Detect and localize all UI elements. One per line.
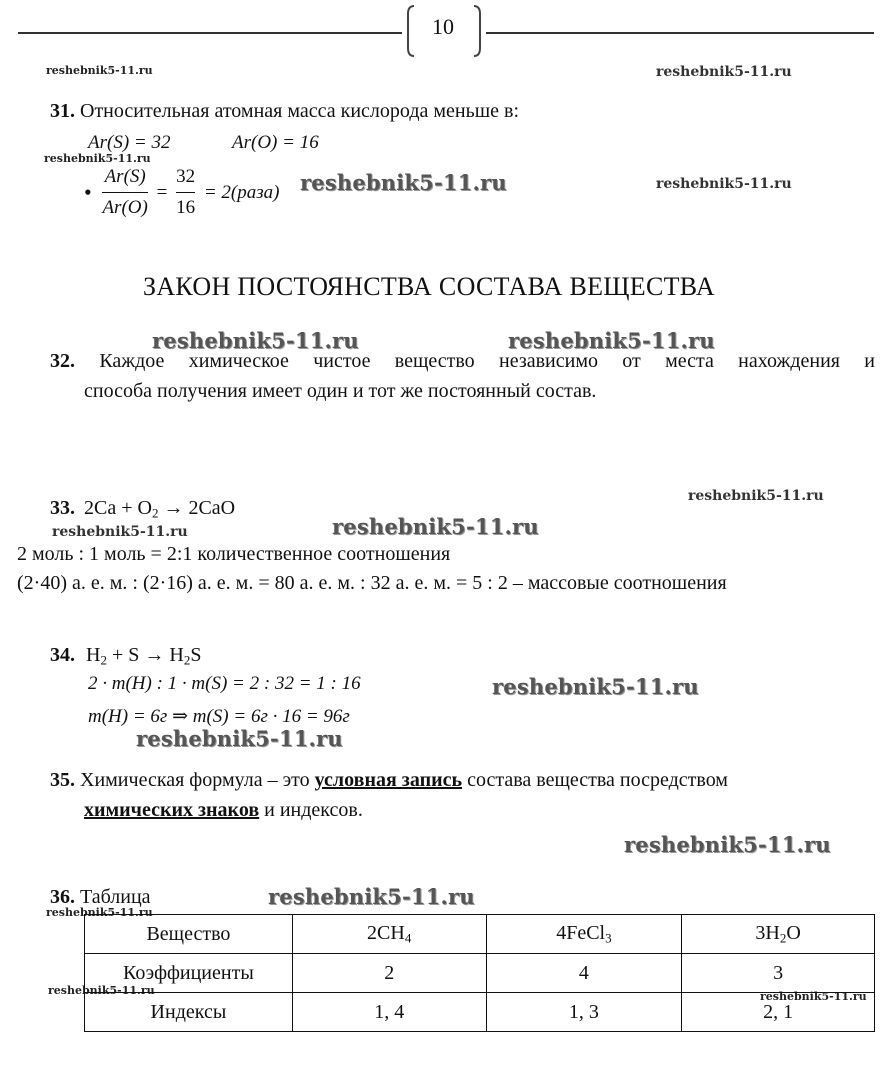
subscript: 2 [779,930,787,946]
question-number: 34. [50,644,75,666]
question-number: 36. [50,886,75,908]
table-row [85,954,875,993]
equation [84,497,235,519]
table-cell: 2, 1 [682,993,875,1032]
bullet: • [84,179,92,205]
page-number: 10 [432,14,454,39]
watermark: reshebnik5-11.ru [508,328,715,353]
mass-proportion: 2 · m(H) : 1 · m(S) = 2 : 32 = 1 : 16 [88,673,361,694]
ar-s-formula: Ar(S) = 32 [88,132,171,153]
question-31 [50,100,519,123]
mass-ratio: (2·40) а. е. м. : (2·16) а. е. м. = 80 а. е. м. : 32 а. е. м. = 5 : 2 – массовые соотношения [17,572,727,594]
header-rule-right [486,32,874,34]
mole-ratio: 2 моль : 1 моль = 2:1 количественное соотношения [17,543,451,565]
watermark: reshebnik5-11.ru [332,514,539,539]
ar-o-formula: Ar(O) = 16 [232,132,319,153]
table-row [85,993,875,1032]
watermark: reshebnik5-11.ru [624,832,831,857]
question-35 [50,769,728,792]
equation-part: + S → H [106,644,184,666]
watermark: reshebnik5-11.ru [268,884,475,909]
question-number: 33. [50,497,75,519]
table-cell: 1, 4 [292,993,486,1032]
fraction-numbers [176,162,195,223]
watermark: reshebnik5-11.ru [492,674,699,699]
question-32-line2: способа получения имеет один и тот же постоянный состав. [84,380,597,402]
watermark: reshebnik5-11.ru [46,64,153,77]
watermark: reshebnik5-11.ru [136,726,343,751]
equation-part: S [190,644,202,666]
table-cell [292,915,486,954]
equation [86,644,201,666]
question-36 [50,886,151,909]
question-32 [50,350,875,373]
formula-part: 2CH [367,921,405,944]
fraction-numerator: 32 [176,162,195,193]
table-cell: 4 [486,954,682,993]
question-number: 35. [50,769,75,791]
ratio-result: = 2(раза) [203,181,280,203]
watermark: reshebnik5-11.ru [656,64,792,80]
subscript: 2 [151,505,159,521]
question-35-line2 [84,799,363,822]
watermark: reshebnik5-11.ru [688,488,824,504]
table-cell: Вещество [85,915,293,954]
watermark: reshebnik5-11.ru [656,176,792,192]
fraction-ar [102,162,147,223]
watermark: reshebnik5-11.ru [44,152,151,165]
mass-calculation: m(H) = 6г ⇒ m(S) = 6г · 16 = 96г [88,706,350,727]
table-cell: Индексы [85,993,293,1032]
formula-part: 3H [755,921,780,944]
equation-part: → 2CaO [158,497,236,519]
question-33 [50,497,235,521]
table-row [85,915,875,954]
question-number: 32. [50,350,75,372]
composition-table [84,914,875,1032]
watermark: reshebnik5-11.ru [48,984,155,997]
equation-part: 2Ca + O [84,497,152,519]
watermark: reshebnik5-11.ru [152,328,359,353]
question-text: Относительная атомная масса кислорода меньше в: [80,100,520,122]
question-text: Таблица [80,886,151,908]
underlined-term: условная запись [314,769,463,791]
table-cell: 2 [292,954,486,993]
subscript: 2 [183,652,191,668]
watermark: reshebnik5-11.ru [52,524,188,540]
subscript: 2 [100,652,107,668]
text-part: состава вещества посредством [462,769,728,791]
fraction-numerator: Ar(S) [102,162,147,193]
equation-part: H [86,644,101,666]
watermark: reshebnik5-11.ru [46,906,153,919]
subscript: 4 [404,930,412,946]
formula-part: O [786,921,801,944]
table-cell [486,915,682,954]
underlined-term: химических знаков [84,799,260,821]
formula-part: 4FeCl [556,921,606,944]
question-34 [50,644,201,668]
watermark: reshebnik5-11.ru [300,170,507,195]
fraction-denominator: Ar(O) [102,197,148,218]
question-text-line1: Каждое химическое чистое вещество независимо от места нахождения и [99,350,876,372]
table-cell: 1, 3 [486,993,682,1032]
text-part: Химическая формула – это [80,769,315,791]
equals-sign: = [156,181,168,203]
table-cell [682,915,875,954]
watermark: reshebnik5-11.ru [760,990,867,1003]
question-number: 31. [50,100,75,122]
subscript: 3 [605,930,612,946]
section-heading: ЗАКОН ПОСТОЯНСТВА СОСТАВА ВЕЩЕСТВА [143,272,715,301]
fraction-denominator: 16 [176,197,196,218]
table-cell: Коэффициенты [85,954,293,993]
table-cell: 3 [682,954,875,993]
ratio-formula [84,162,279,223]
header-rule-left [18,32,402,34]
text-part: и индексов. [259,799,363,821]
